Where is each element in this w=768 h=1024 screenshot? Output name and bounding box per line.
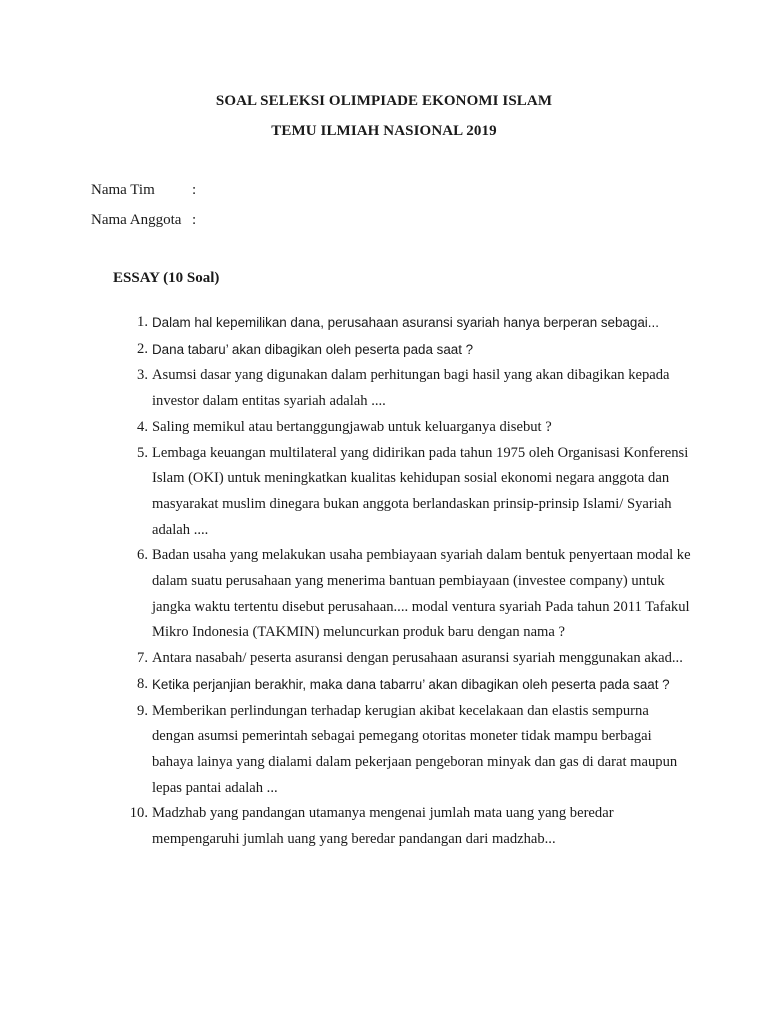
section-heading: ESSAY (10 Soal) [113,270,220,286]
question-number: 1. [137,314,148,330]
question-text: Saling memikul atau bertanggungjawab untuk keluarganya disebut ? [152,418,552,435]
question-number: 4. [137,418,148,435]
question-text: Asumsi dasar yang digunakan dalam perhitungan bagi hasil yang akan dibagikan kepada investor dalam entitas syariah adalah .... [152,367,670,410]
question-item [124,646,694,672]
question-number: 9. [137,702,148,719]
question-number: 8. [137,675,148,692]
question-number: 5. [137,444,148,461]
question-text: Dana tabaru’ akan dibagikan oleh peserta pada saat ? [152,341,474,357]
question-text: Memberikan perlindungan terhadap kerugian akibat kecelakaan dan elastis sempurna dengan asumsi pemerintah sebagai pemegang otoritas moneter tidak mampu berbagai bahaya lainya yang dialami dalam pekerjaan pengeboran minyak dan gas di darat maupun lepas pantai adalah ... [152,702,678,796]
question-item [124,801,694,852]
team-name-label: Nama Tim [91,182,155,198]
question-item [124,441,694,544]
member-names-label: Nama Anggota [91,212,182,228]
document-title: SOAL SELEKSI OLIMPIADE EKONOMI ISLAM [215,93,553,109]
question-number: 6. [137,547,148,564]
question-item [124,337,694,364]
question-item [124,672,694,699]
member-names-separator: : [192,212,197,228]
question-number: 10. [129,805,148,822]
question-number: 7. [137,650,148,667]
question-item [124,363,694,414]
question-item [124,415,694,441]
question-text: Dalam hal kepemilikan dana, perusahaan asuransi syariah hanya berperan sebagai... [152,315,659,330]
team-name-field [91,182,196,199]
question-text: Lembaga keuangan multilateral yang didirikan pada tahun 1975 oleh Organisasi Konferensi Islam (OKI) untuk meningkatkan kualitas kehidupan sosial ekonomi negara anggota dan masyarakat muslim dinegara bukan anggota berlandaskan prinsip-prinsip Islami/ Syariah adalah .... [152,444,689,538]
question-item [124,310,694,337]
document-subtitle: TEMU ILMIAH NASIONAL 2019 [271,123,497,139]
question-text: Badan usaha yang melakukan usaha pembiayaan syariah dalam bentuk penyertaan modal ke dalam suatu perusahaan yang menerima bantuan pembiayaan (investee company) untuk jangka waktu tertentu disebut perusahaan.... modal ventura syariah Pada tahun 2011 Tafakul Mikro Indonesia (TAKMIN) meluncurkan produk baru dengan nama ? [152,547,691,641]
question-number: 2. [137,340,148,357]
member-names-field [91,212,196,229]
question-item [124,699,694,802]
team-name-separator: : [192,182,197,198]
question-item [124,543,694,646]
question-text: Antara nasabah/ peserta asuransi dengan perusahaan asuransi syariah menggunakan akad... [152,650,683,667]
question-number: 3. [137,367,148,384]
question-list [124,310,694,853]
question-text: Ketika perjanjian berakhir, maka dana tabarru’ akan dibagikan oleh peserta pada saat ? [152,676,670,692]
question-text: Madzhab yang pandangan utamanya mengenai jumlah mata uang yang beredar mempengaruhi jumlah uang yang beredar pandangan dari madzhab... [152,805,614,848]
